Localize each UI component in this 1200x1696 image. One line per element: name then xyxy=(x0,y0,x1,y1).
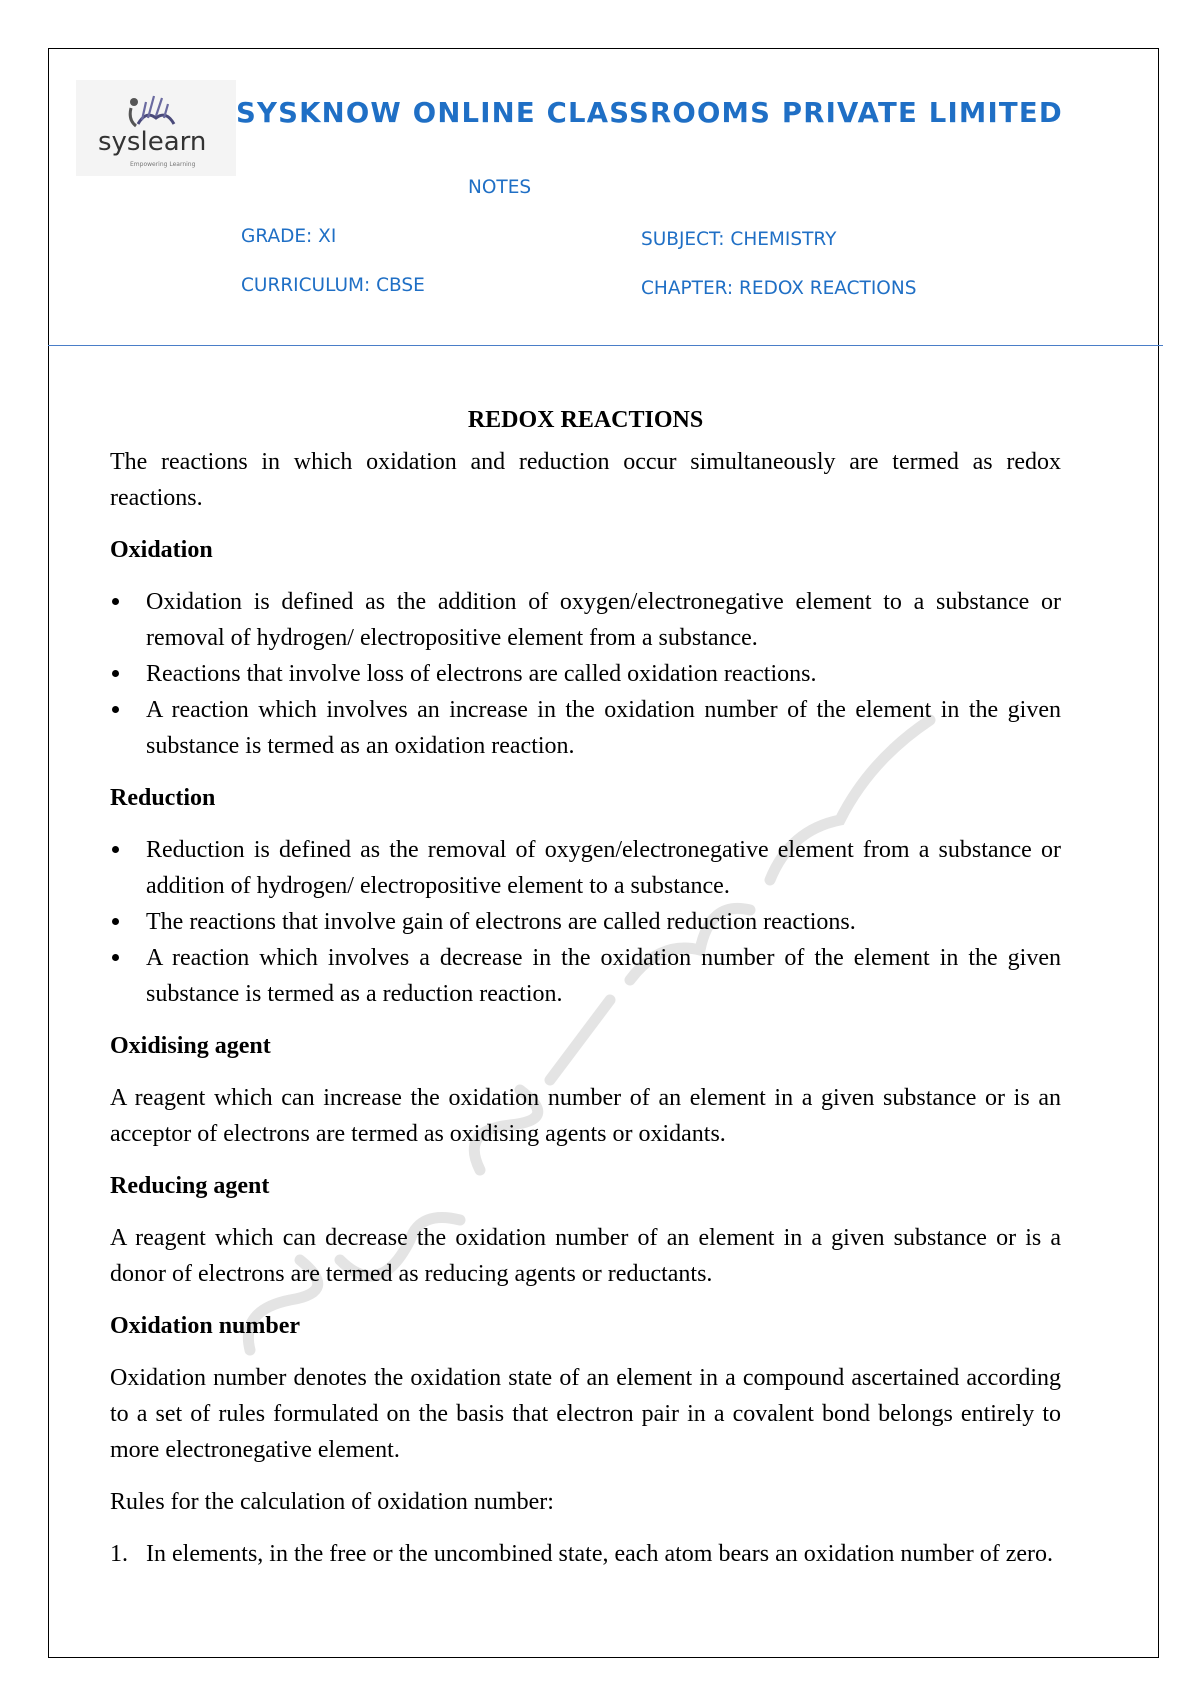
rules-intro: Rules for the calculation of oxidation number: xyxy=(110,1489,554,1515)
grade-label: GRADE: XI xyxy=(241,226,337,247)
bullet-icon xyxy=(112,706,119,713)
syslearn-logo xyxy=(76,80,236,176)
oxidation-number-heading: Oxidation number xyxy=(110,1313,301,1339)
chapter-label: CHAPTER: REDOX REACTIONS xyxy=(641,278,917,299)
list-item xyxy=(110,832,1061,904)
rule-number: 1. xyxy=(110,1541,128,1567)
reduction-heading: Reduction xyxy=(110,785,216,811)
logo-wordmark: syslearn xyxy=(98,127,207,157)
header-divider xyxy=(48,345,1163,346)
list-item-text: Reactions that involve loss of electrons are called oxidation reactions. xyxy=(146,661,817,687)
company-name: SYSKNOW ONLINE CLASSROOMS PRIVATE LIMITED xyxy=(236,97,1063,129)
intro-paragraph: The reactions in which oxidation and reduction occur simultaneously are termed as redox reactions. xyxy=(110,449,1061,511)
bullet-icon xyxy=(112,670,119,677)
document-body xyxy=(110,402,1061,1572)
notes-label: NOTES xyxy=(468,177,532,198)
reducing-agent-heading: Reducing agent xyxy=(110,1173,270,1199)
list-item xyxy=(110,656,1061,692)
oxidising-agent-text: A reagent which can increase the oxidation number of an element in a given substance or is an acceptor of electrons are termed as oxidising agents or oxidants. xyxy=(110,1085,1061,1147)
list-item-text: Reduction is defined as the removal of oxygen/electronegative element from a substance or addition of hydrogen/ electropositive element to a substance. xyxy=(146,837,1061,899)
rule-text: In elements, in the free or the uncombined state, each atom bears an oxidation number of zero. xyxy=(146,1541,1053,1567)
logo-tagline: Empowering Learning xyxy=(130,161,196,168)
list-item xyxy=(110,904,1061,940)
oxidising-agent-heading: Oxidising agent xyxy=(110,1033,271,1059)
list-item-text: A reaction which involves an increase in the oxidation number of the element in the given substance is termed as an oxidation reaction. xyxy=(146,697,1061,759)
document-title: REDOX REACTIONS xyxy=(467,407,704,433)
list-item xyxy=(110,1536,1061,1572)
reducing-agent-text: A reagent which can decrease the oxidation number of an element in a given substance or is a donor of electrons are termed as reducing agents or reductants. xyxy=(110,1225,1061,1287)
bullet-icon xyxy=(112,918,119,925)
list-item xyxy=(110,940,1061,1012)
rules-list xyxy=(110,1536,1061,1572)
curriculum-label: CURRICULUM: CBSE xyxy=(241,275,425,296)
bullet-icon xyxy=(112,598,119,605)
oxidation-number-text: Oxidation number denotes the oxidation state of an element in a compound ascertained according to a set of rules formulated on the basis that electron pair in a covalent bond belongs entirely to more electronegative element. xyxy=(110,1365,1061,1463)
list-item-text: Oxidation is defined as the addition of oxygen/electronegative element to a substance or removal of hydrogen/ electropositive element from a substance. xyxy=(146,589,1061,651)
bullet-icon xyxy=(112,846,119,853)
oxidation-heading: Oxidation xyxy=(110,537,213,563)
subject-label: SUBJECT: CHEMISTRY xyxy=(641,229,837,250)
bullet-icon xyxy=(112,954,119,961)
oxidation-list xyxy=(110,584,1061,764)
reduction-list xyxy=(110,832,1061,1012)
list-item xyxy=(110,584,1061,656)
list-item-text: A reaction which involves a decrease in the oxidation number of the element in the given substance is termed as a reduction reaction. xyxy=(146,945,1061,1007)
list-item-text: The reactions that involve gain of electrons are called reduction reactions. xyxy=(146,909,856,935)
list-item xyxy=(110,692,1061,764)
